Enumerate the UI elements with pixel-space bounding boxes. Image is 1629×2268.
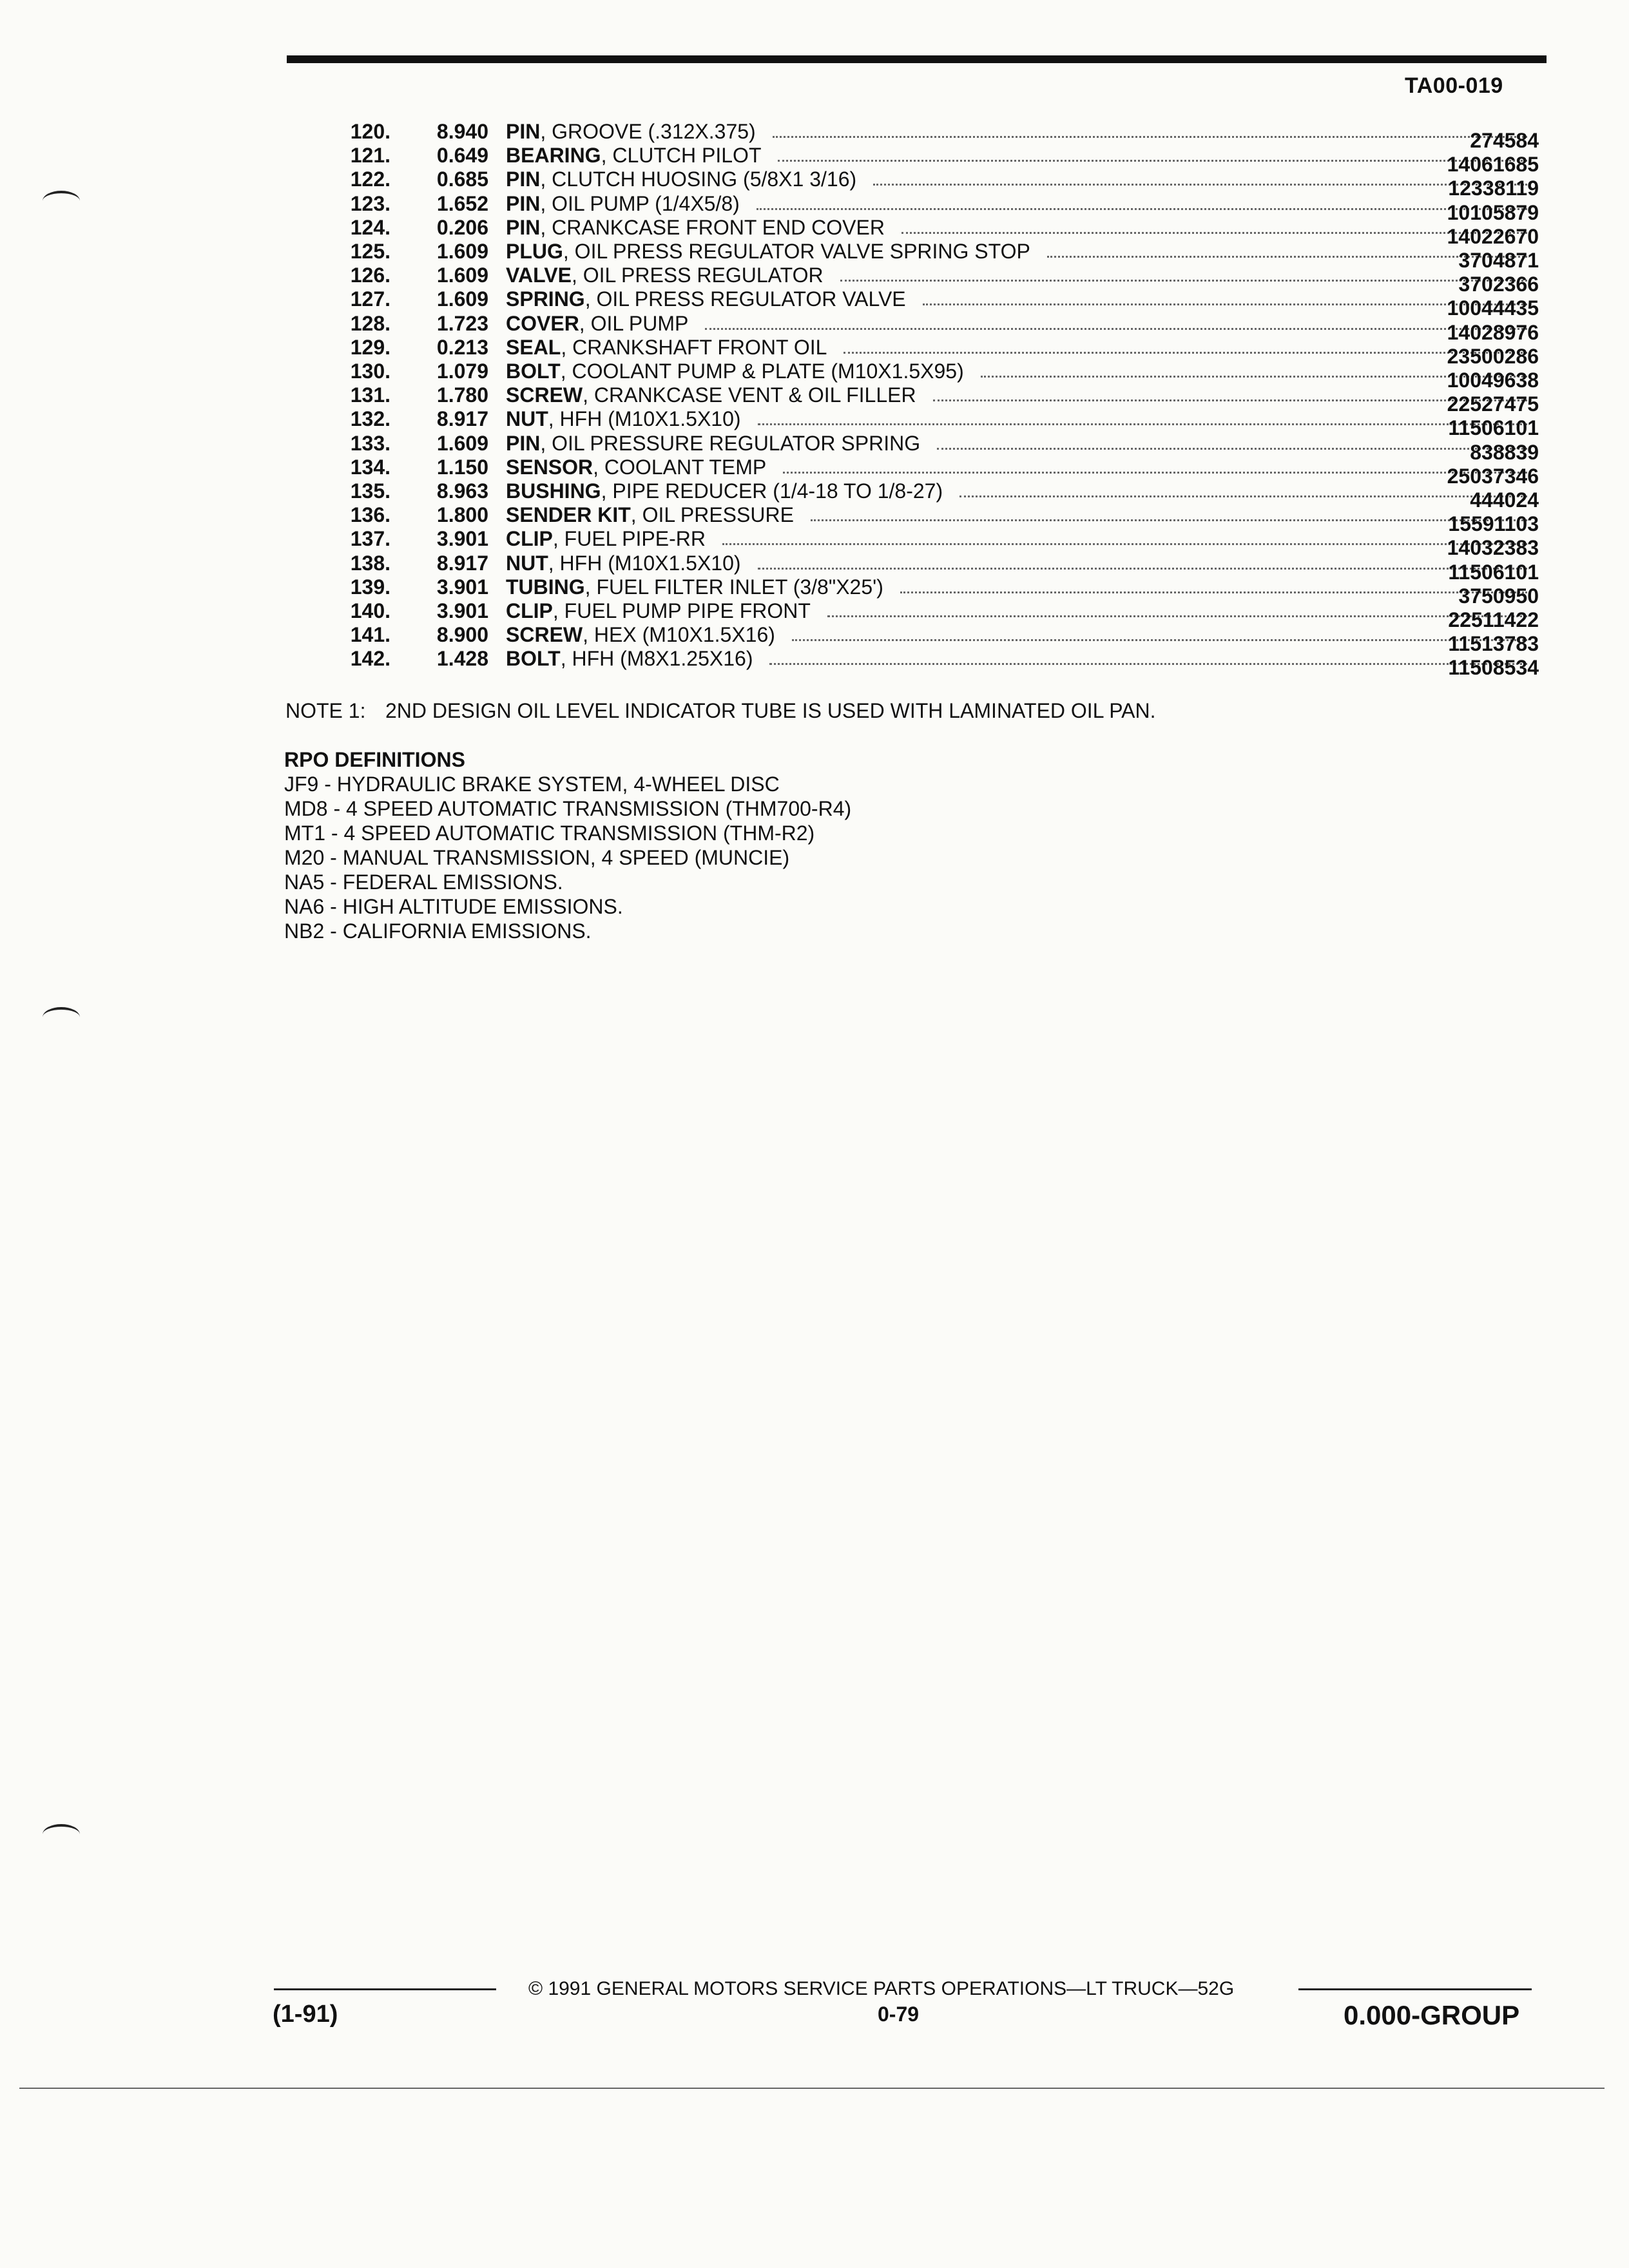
dot-leader (778, 160, 1527, 162)
part-name: BEARING (506, 144, 601, 168)
binder-hole-mark (43, 1007, 80, 1028)
part-row (0, 431, 1629, 464)
item-description (506, 575, 1534, 599)
part-number: 3750950 (1458, 584, 1539, 608)
part-number: 11506101 (1448, 560, 1539, 584)
part-detail: , FUEL FILTER INLET (3/8"X25') (584, 575, 883, 599)
item-quantity: 0.685 (436, 168, 488, 191)
part-row (0, 455, 1629, 488)
dot-leader (933, 399, 1527, 401)
item-description (506, 383, 1534, 407)
note (285, 699, 1156, 723)
part-name: PLUG (506, 240, 563, 263)
part-detail: , HFH (M10X1.5X10) (548, 551, 741, 575)
part-detail: , FUEL PUMP PIPE FRONT (552, 599, 811, 622)
item-description (506, 503, 1534, 527)
item-description (506, 312, 1534, 336)
part-detail: , COOLANT PUMP & PLATE (M10X1.5X95) (560, 360, 964, 383)
rpo-item: MT1 - 4 SPEED AUTOMATIC TRANSMISSION (THM-R2) (284, 822, 815, 845)
part-number: 14022670 (1447, 224, 1539, 248)
dot-leader (959, 495, 1527, 497)
part-detail: , CLUTCH HUOSING (5/8X1 3/16) (540, 168, 857, 191)
part-detail: , CLUTCH PILOT (601, 144, 762, 168)
rpo-item: M20 - MANUAL TRANSMISSION, 4 SPEED (MUNCIE) (284, 846, 790, 869)
part-name: BOLT (506, 647, 561, 671)
part-row (0, 120, 1629, 152)
part-detail: , OIL PRESSURE REGULATOR SPRING (540, 431, 921, 455)
item-quantity: 1.150 (436, 455, 488, 479)
dot-leader (811, 519, 1527, 521)
item-number: 124. (350, 215, 390, 239)
dot-leader (1047, 256, 1527, 258)
part-row (0, 407, 1629, 440)
item-number: 138. (350, 551, 390, 575)
part-detail: , OIL PUMP (1/4X5/8) (540, 191, 740, 215)
item-quantity: 1.609 (436, 431, 488, 455)
part-detail: , HEX (M10X1.5X16) (583, 623, 775, 647)
dot-leader (843, 352, 1527, 354)
item-quantity: 8.917 (436, 407, 488, 431)
part-detail: , OIL PRESS REGULATOR VALVE SPRING STOP (563, 240, 1030, 263)
document-id: TA00-019 (1405, 73, 1503, 98)
part-row (0, 240, 1629, 272)
part-number: 3704871 (1458, 249, 1539, 272)
header-rule (287, 55, 1547, 63)
part-row (0, 191, 1629, 224)
rpo-list (284, 772, 851, 943)
part-number: 22527475 (1447, 392, 1539, 416)
part-detail: , OIL PRESS REGULATOR (571, 264, 824, 287)
part-row (0, 383, 1629, 416)
item-number: 137. (350, 527, 390, 551)
item-number: 121. (350, 144, 390, 168)
page-edge-rule (19, 2088, 1605, 2089)
part-detail: , PIPE REDUCER (1/4-18 TO 1/8-27) (601, 479, 943, 503)
binder-hole-mark (43, 1824, 80, 1845)
page-number: 0-79 (878, 2003, 920, 2026)
dot-leader (827, 615, 1527, 617)
part-name: PIN (506, 431, 541, 455)
part-row (0, 311, 1629, 344)
part-number: 10049638 (1447, 369, 1539, 392)
item-number: 142. (350, 647, 390, 671)
part-number: 838839 (1470, 440, 1539, 464)
item-number: 134. (350, 455, 390, 479)
part-detail: , CRANKSHAFT FRONT OIL (561, 335, 827, 359)
dot-leader (873, 184, 1527, 186)
dot-leader (757, 208, 1527, 210)
part-name: CLIP (506, 527, 553, 551)
rpo-item: MD8 - 4 SPEED AUTOMATIC TRANSMISSION (THM700-R4) (284, 797, 852, 820)
part-name: PIN (506, 168, 541, 191)
item-number: 120. (350, 120, 390, 143)
rpo-item: JF9 - HYDRAULIC BRAKE SYSTEM, 4-WHEEL DISC (284, 773, 780, 796)
part-number: 25037346 (1447, 464, 1539, 488)
item-quantity: 8.940 (436, 120, 488, 143)
item-number: 125. (350, 240, 390, 263)
part-name: SENDER KIT (506, 503, 631, 527)
item-description (506, 479, 1534, 503)
part-detail: , OIL PUMP (579, 311, 689, 335)
item-description (506, 599, 1534, 623)
part-detail: , OIL PRESSURE (630, 503, 794, 527)
item-number: 133. (350, 431, 390, 455)
item-quantity: 1.609 (436, 240, 488, 263)
item-quantity: 1.609 (436, 287, 488, 311)
dot-leader (758, 423, 1527, 425)
item-number: 130. (350, 360, 390, 383)
item-quantity: 3.901 (436, 527, 488, 551)
part-name: SCREW (506, 623, 583, 647)
part-row (0, 575, 1629, 608)
item-description (506, 456, 1534, 479)
part-number: 15591103 (1448, 512, 1539, 536)
dot-leader (981, 376, 1527, 378)
item-number: 141. (350, 623, 390, 647)
dot-leader (758, 568, 1527, 570)
part-row (0, 360, 1629, 392)
item-number: 135. (350, 479, 390, 503)
part-name: NUT (506, 551, 548, 575)
part-number: 11513783 (1448, 632, 1539, 656)
dot-leader (937, 448, 1527, 450)
item-number: 122. (350, 168, 390, 191)
rpo-item: NA6 - HIGH ALTITUDE EMISSIONS. (284, 895, 623, 918)
part-row (0, 264, 1629, 296)
item-description (506, 216, 1534, 240)
item-quantity: 1.780 (436, 383, 488, 407)
item-description (506, 360, 1534, 383)
part-name: SCREW (506, 383, 583, 407)
part-number: 23500286 (1447, 344, 1539, 368)
item-number: 127. (350, 287, 390, 311)
item-description (506, 623, 1534, 647)
item-quantity: 1.609 (436, 264, 488, 287)
part-name: PIN (506, 215, 541, 239)
part-number: 10044435 (1447, 296, 1539, 320)
item-quantity: 8.900 (436, 623, 488, 647)
footer-group: 0.000-GROUP (1344, 2000, 1520, 2030)
item-number: 128. (350, 311, 390, 335)
part-row (0, 215, 1629, 248)
dot-leader (705, 328, 1527, 330)
part-name: COVER (506, 311, 579, 335)
part-name: SENSOR (506, 455, 593, 479)
part-row (0, 623, 1629, 656)
item-description (506, 144, 1534, 168)
part-row (0, 168, 1629, 200)
item-quantity: 3.901 (436, 575, 488, 599)
part-row (0, 144, 1629, 177)
item-quantity: 8.963 (436, 479, 488, 503)
item-description (506, 407, 1534, 431)
item-quantity: 1.428 (436, 647, 488, 671)
dot-leader (901, 232, 1527, 234)
rpo-title: RPO DEFINITIONS (284, 748, 465, 771)
rpo-item: NB2 - CALIFORNIA EMISSIONS. (284, 919, 592, 943)
item-description (506, 168, 1534, 191)
part-number: 11506101 (1448, 416, 1539, 440)
part-name: PIN (506, 191, 541, 215)
footer-rule-right (1298, 1988, 1532, 1990)
dot-leader (792, 639, 1527, 641)
part-name: PIN (506, 120, 541, 143)
item-number: 129. (350, 335, 390, 359)
part-number: 3702366 (1458, 273, 1539, 296)
dot-leader (773, 136, 1527, 138)
part-name: TUBING (506, 575, 585, 599)
item-quantity: 0.649 (436, 144, 488, 168)
part-name: CLIP (506, 599, 553, 622)
part-number: 444024 (1470, 488, 1539, 512)
part-detail: , CRANKCASE FRONT END COVER (540, 215, 885, 239)
part-detail: , GROOVE (.312X.375) (540, 120, 756, 143)
note-label: NOTE 1: (285, 699, 366, 722)
item-quantity: 3.901 (436, 599, 488, 622)
item-description (506, 240, 1534, 264)
item-description (506, 264, 1534, 287)
item-description (506, 527, 1534, 551)
part-name: NUT (506, 407, 548, 431)
part-row (0, 647, 1629, 680)
rpo-definitions (284, 747, 851, 943)
dot-leader (840, 280, 1527, 282)
item-number: 126. (350, 264, 390, 287)
part-name: BUSHING (506, 479, 601, 503)
footer-copyright: © 1991 GENERAL MOTORS SERVICE PARTS OPERATIONS—LT TRUCK—52G (528, 1978, 1235, 1999)
part-row (0, 599, 1629, 631)
item-number: 131. (350, 383, 390, 407)
part-name: VALVE (506, 264, 572, 287)
item-number: 132. (350, 407, 390, 431)
part-number: 22511422 (1448, 608, 1539, 631)
item-quantity: 1.723 (436, 311, 488, 335)
part-row (0, 335, 1629, 368)
item-description (506, 336, 1534, 360)
part-row (0, 551, 1629, 584)
binder-hole-mark (43, 191, 80, 211)
item-description (506, 287, 1534, 311)
item-number: 136. (350, 503, 390, 527)
item-quantity: 1.652 (436, 191, 488, 215)
dot-leader (769, 663, 1527, 665)
part-name: SPRING (506, 287, 585, 311)
part-detail: , OIL PRESS REGULATOR VALVE (584, 287, 906, 311)
part-number: 10105879 (1447, 200, 1539, 224)
part-detail: , HFH (M10X1.5X10) (548, 407, 741, 431)
part-detail: , COOLANT TEMP (593, 455, 767, 479)
part-row (0, 479, 1629, 512)
item-number: 139. (350, 575, 390, 599)
item-description (506, 647, 1534, 671)
dot-leader (900, 591, 1527, 593)
item-description (506, 192, 1534, 216)
dot-leader (783, 472, 1527, 474)
footer-date: (1-91) (273, 2001, 338, 2028)
part-detail: , HFH (M8X1.25X16) (560, 647, 753, 671)
part-number: 11508534 (1448, 656, 1539, 680)
part-name: BOLT (506, 360, 561, 383)
item-quantity: 0.213 (436, 335, 488, 359)
item-quantity: 0.206 (436, 215, 488, 239)
note-text: 2ND DESIGN OIL LEVEL INDICATOR TUBE IS USED WITH LAMINATED OIL PAN. (385, 699, 1156, 722)
dot-leader (722, 543, 1527, 545)
part-name: SEAL (506, 335, 561, 359)
item-number: 140. (350, 599, 390, 622)
part-row (0, 527, 1629, 560)
part-row (0, 503, 1629, 536)
item-description (506, 552, 1534, 575)
part-number: 14032383 (1447, 536, 1539, 560)
item-description (506, 120, 1534, 144)
footer-rule-left (274, 1988, 496, 1990)
item-quantity: 8.917 (436, 551, 488, 575)
item-description (506, 432, 1534, 456)
part-detail: , FUEL PIPE-RR (552, 527, 706, 551)
dot-leader (923, 303, 1527, 305)
part-number: 14061685 (1447, 153, 1539, 177)
part-number: 14028976 (1447, 320, 1539, 344)
part-number: 274584 (1470, 129, 1539, 152)
part-number: 12338119 (1448, 177, 1539, 200)
part-row (0, 287, 1629, 320)
item-quantity: 1.079 (436, 360, 488, 383)
rpo-item: NA5 - FEDERAL EMISSIONS. (284, 870, 563, 894)
item-quantity: 1.800 (436, 503, 488, 527)
part-detail: , CRANKCASE VENT & OIL FILLER (583, 383, 916, 407)
item-number: 123. (350, 191, 390, 215)
